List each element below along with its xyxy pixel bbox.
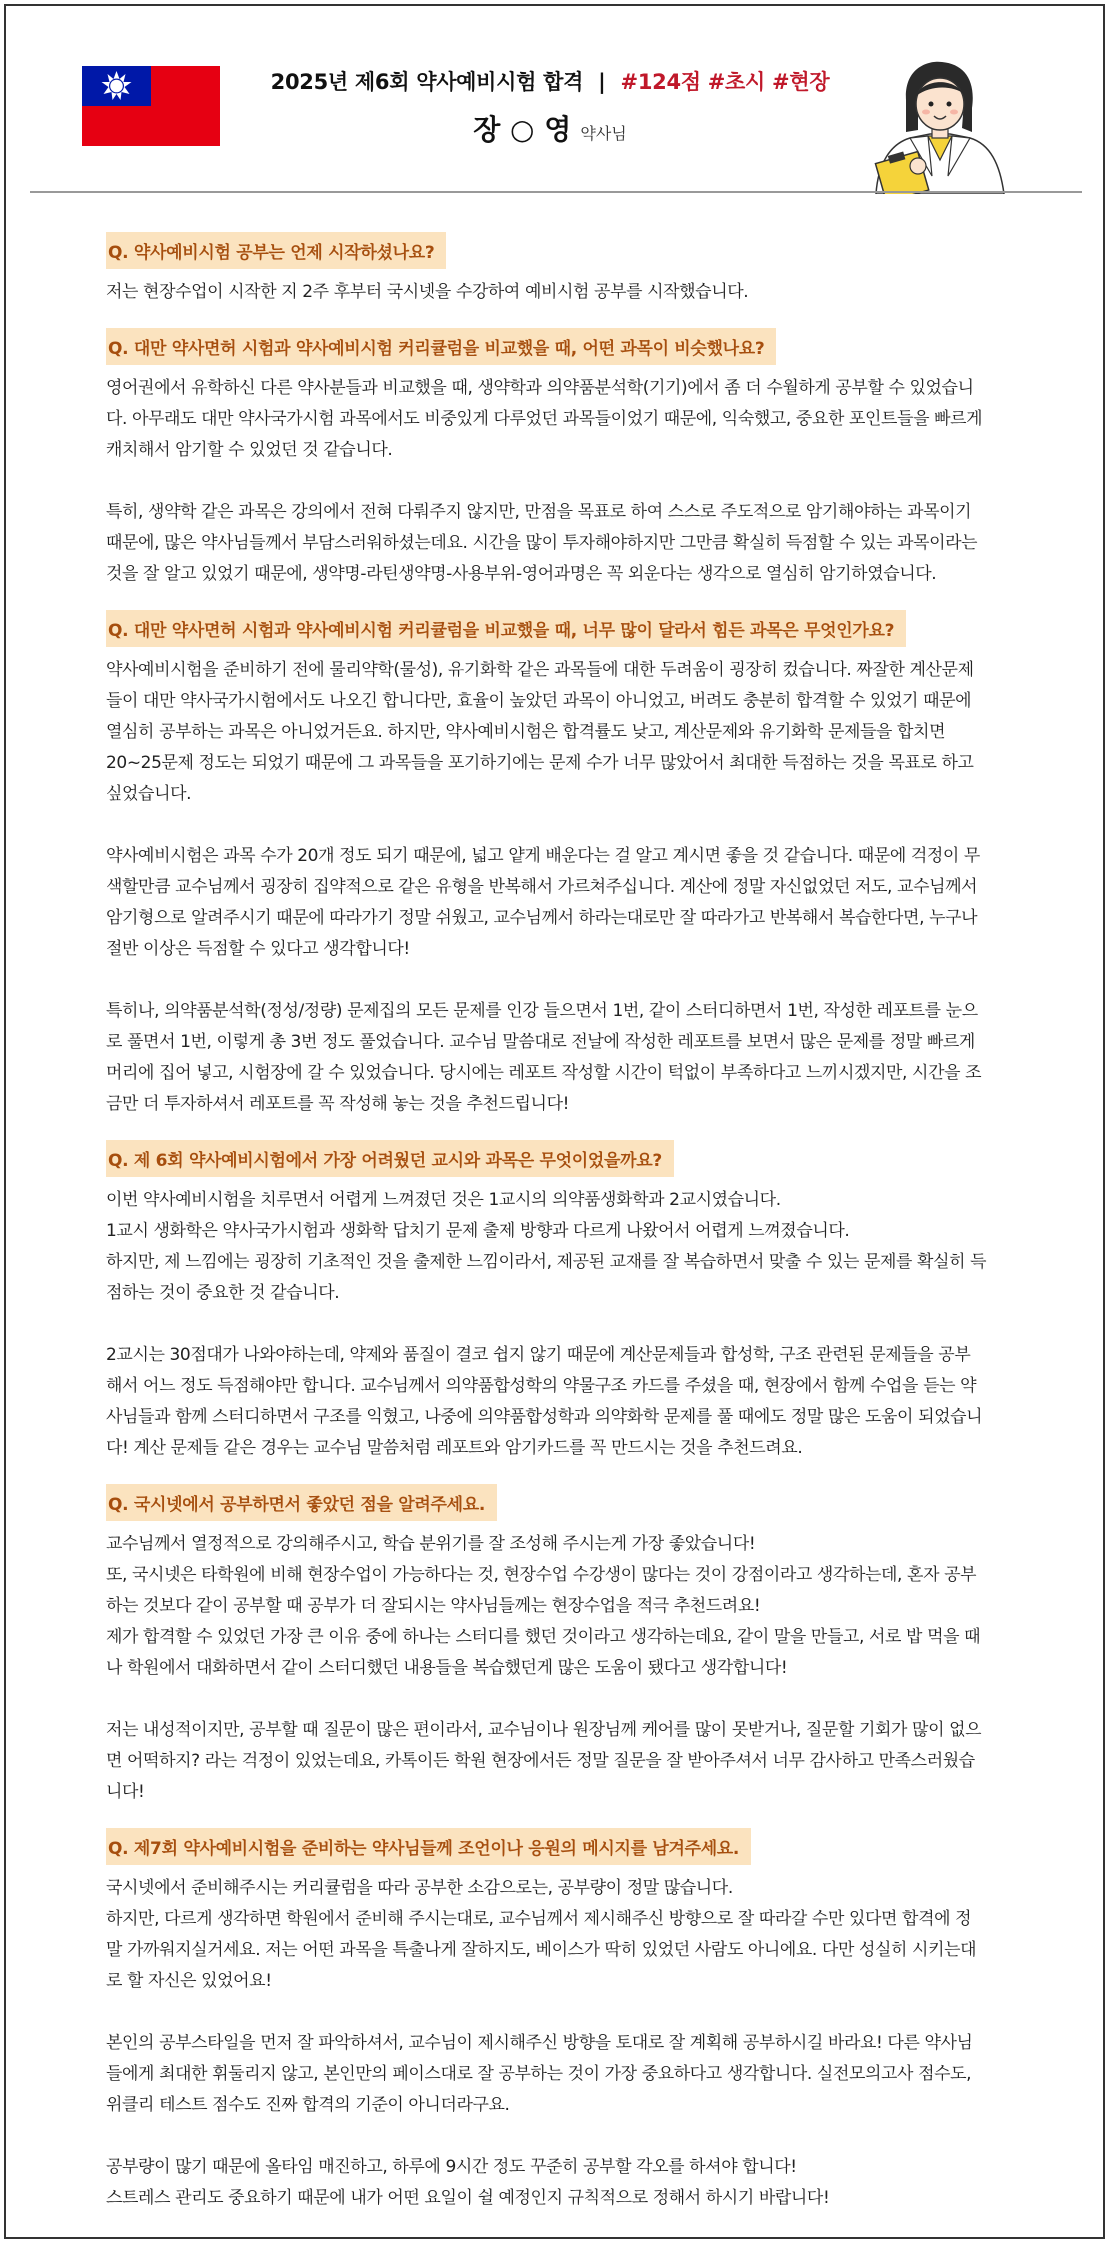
answer-line: 다! 계산 문제들 같은 경우는 교수님 말씀처럼 레포트와 암기카드를 꼭 만드시는 것을 추천드려요. bbox=[106, 1438, 803, 1458]
answer-paragraph bbox=[106, 841, 1006, 965]
pharmacist-character-icon bbox=[860, 58, 1020, 194]
qa-item bbox=[106, 328, 1006, 590]
question-heading: Q. 약사예비시험 공부는 언제 시작하셨나요? bbox=[106, 232, 446, 269]
answer-line: 들에게 최대한 휘둘리지 않고, 본인만의 페이스대로 잘 공부하는 것이 가장 중요하다고 생각합니다. 실전모의고사 점수도, bbox=[106, 2064, 972, 2084]
answer-line: 때문에, 많은 약사님들께서 부담스러워하셨는데요. 시간을 많이 투자해야하지만 그만큼 확실히 득점할 수 있는 과목이라는 bbox=[106, 533, 978, 553]
answer-paragraph bbox=[106, 1340, 1006, 1464]
answer-line: 싶었습니다. bbox=[106, 784, 192, 804]
answer-line: 하지만, 다르게 생각하면 학원에서 준비해 주시는대로, 교수님께서 제시해주신 방향으로 잘 따라갈 수만 있다면 합격에 정 bbox=[106, 1909, 972, 1929]
answer-line: 나 학원에서 대화하면서 같이 스터디했던 내용들을 복습했던게 많은 도움이 됐다고 생각합니다! bbox=[106, 1658, 788, 1678]
answer-line: 들이 대만 약사국가시험에서도 나오긴 합니다만, 효율이 높았던 과목이 아니었고, 버려도 충분히 합격할 수 있었기 때문에 bbox=[106, 691, 972, 711]
qa-item bbox=[106, 232, 1006, 308]
answer-line: 말 가까워지실거세요. 저는 어떤 과목을 특출나게 잘하지도, 베이스가 딱히 있었던 사람도 아니에요. 다만 성실히 시키는대 bbox=[106, 1940, 977, 1960]
taiwan-flag-icon bbox=[82, 66, 220, 146]
page-title bbox=[240, 66, 860, 96]
answer-line: 위클리 테스트 점수도 진짜 합격의 기준이 아니더라구요. bbox=[106, 2095, 510, 2115]
answer-paragraph bbox=[106, 277, 1006, 308]
answer-paragraph bbox=[106, 2152, 1006, 2214]
question-heading: Q. 대만 약사면허 시험과 약사예비시험 커리큘럼을 비교했을 때, 너무 많이 달라서 힘든 과목은 무엇인가요? bbox=[106, 610, 906, 647]
answer-line: 하는 것보다 같이 공부할 때 공부가 더 잘되시는 약사님들께는 현장수업을 적극 추천드려요! bbox=[106, 1596, 761, 1616]
answer-line: 금만 더 투자하셔서 레포트를 꼭 작성해 놓는 것을 추천드립니다! bbox=[106, 1094, 570, 1114]
answer-line: 약사예비시험은 과목 수가 20개 정도 되기 때문에, 넓고 얕게 배운다는 걸 알고 계시면 좋을 것 같습니다. 때문에 걱정이 무 bbox=[106, 846, 980, 866]
question-heading: Q. 대만 약사면허 시험과 약사예비시험 커리큘럼을 비교했을 때, 어떤 과목이 비슷했나요? bbox=[106, 328, 776, 365]
answer-line: 공부량이 많기 때문에 올타임 매진하고, 하루에 9시간 정도 꾸준히 공부할 각오를 하셔야 합니다! bbox=[106, 2157, 797, 2177]
answer-line: 해서 어느 정도 득점해야만 합니다. 교수님께서 의약품합성학의 약물구조 카드를 주셨을 때, 현장에서 함께 수업을 듣는 약 bbox=[106, 1376, 977, 1396]
answer-paragraph bbox=[106, 373, 1006, 466]
answer-line: 하지만, 제 느낌에는 굉장히 기초적인 것을 출제한 느낌이라서, 제공된 교재를 잘 복습하면서 맞출 수 있는 문제를 확실히 득 bbox=[106, 1252, 987, 1272]
answer-line: 교수님께서 열정적으로 강의해주시고, 학습 분위기를 잘 조성해 주시는게 가장 좋았습니다! bbox=[106, 1534, 756, 1554]
title-prefix: 2025년 제6회 약사예비시험 합격 bbox=[270, 70, 584, 94]
answer-line: 제가 합격할 수 있었던 가장 큰 이유 중에 하나는 스터디를 했던 것이라고 생각하는데요, 같이 말을 만들고, 서로 밥 먹을 때 bbox=[106, 1627, 981, 1647]
question-heading: Q. 국시넷에서 공부하면서 좋았던 점을 알려주세요. bbox=[106, 1484, 497, 1521]
qa-item bbox=[106, 610, 1006, 1120]
answer-line: 20~25문제 정도는 되었기 때문에 그 과목들을 포기하기에는 문제 수가 너무 많았어서 최대한 득점하는 것을 목표로 하고 bbox=[106, 753, 974, 773]
answer-paragraph bbox=[106, 655, 1006, 810]
answer-line: 점하는 것이 중요한 것 같습니다. bbox=[106, 1283, 340, 1303]
header bbox=[0, 0, 1109, 192]
answer-paragraph bbox=[106, 996, 1006, 1120]
name-suffix: 약사님 bbox=[580, 124, 627, 143]
answer-paragraph bbox=[106, 1529, 1006, 1684]
answer-line: 특히, 생약학 같은 과목은 강의에서 전혀 다뤄주지 않지만, 만점을 목표로 하여 스스로 주도적으로 암기해야하는 과목이기 bbox=[106, 502, 972, 522]
answer-line: 2교시는 30점대가 나와야하는데, 약제와 품질이 결코 쉽지 않기 때문에 계산문제들과 합성학, 구조 관련된 문제들을 공부 bbox=[106, 1345, 971, 1365]
answer-line: 사님들과 함께 스터디하면서 구조를 익혔고, 나중에 의약품합성학과 의약화학 문제를 풀 때에도 정말 많은 도움이 되었습니 bbox=[106, 1407, 983, 1427]
answer-line: 캐치해서 암기할 수 있었던 것 같습니다. bbox=[106, 440, 393, 460]
answer-line: 스트레스 관리도 중요하기 때문에 내가 어떤 요일이 쉴 예정인지 규칙적으로 정해서 하시기 바랍니다! bbox=[106, 2188, 830, 2208]
answer-paragraph bbox=[106, 1185, 1006, 1309]
qa-item bbox=[106, 1484, 1006, 1808]
answer-paragraph bbox=[106, 2028, 1006, 2121]
answer-line: 저는 내성적이지만, 공부할 때 질문이 많은 편이라서, 교수님이나 원장님께 케어를 많이 못받거나, 질문할 기회가 많이 없으 bbox=[106, 1720, 982, 1740]
answer-line: 약사예비시험을 준비하기 전에 물리약학(물성), 유기화학 같은 과목들에 대한 두려움이 굉장히 컸습니다. 짜잘한 계산문제 bbox=[106, 660, 974, 680]
answer-line: 1교시 생화학은 약사국가시험과 생화학 답치기 문제 출제 방향과 다르게 나왔어서 어렵게 느껴졌습니다. bbox=[106, 1221, 850, 1241]
answer-line: 암기형으로 알려주시기 때문에 따라가기 정말 쉬웠고, 교수님께서 하라는대로만 잘 따라가고 반복해서 복습한다면, 누구나 bbox=[106, 908, 978, 928]
answer-line: 색할만큼 교수님께서 굉장히 집약적으로 같은 유형을 반복해서 가르쳐주십니다. 계산에 정말 자신없었던 저도, 교수님께서 bbox=[106, 877, 978, 897]
name-line bbox=[240, 108, 860, 148]
answer-line: 특히나, 의약품분석학(정성/정량) 문제집의 모든 문제를 인강 들으면서 1번, 같이 스터디하면서 1번, 작성한 레포트를 눈으 bbox=[106, 1001, 978, 1021]
answer-line: 절반 이상은 득점할 수 있다고 생각합니다! bbox=[106, 939, 410, 959]
answer-line: 것을 잘 알고 있었기 때문에, 생약명-라틴생약명-사용부위-영어과명은 꼭 외운다는 생각으로 열심히 암기하였습니다. bbox=[106, 564, 937, 584]
answer-line: 이번 약사예비시험을 치루면서 어렵게 느껴졌던 것은 1교시의 의약품생화학과 2교시였습니다. bbox=[106, 1190, 781, 1210]
answer-line: 저는 현장수업이 시작한 지 2주 후부터 국시넷을 수강하여 예비시험 공부를 시작했습니다. bbox=[106, 282, 749, 302]
qa-item bbox=[106, 1828, 1006, 2214]
answer-line: 국시넷에서 준비해주시는 커리큘럼을 따라 공부한 소감으로는, 공부량이 정말 많습니다. bbox=[106, 1878, 733, 1898]
question-heading: Q. 제 6회 약사예비시험에서 가장 어려웠던 교시와 과목은 무엇이었을까요? bbox=[106, 1140, 674, 1177]
answer-line: 영어권에서 유학하신 다른 약사분들과 비교했을 때, 생약학과 의약품분석학(기기)에서 좀 더 수월하게 공부할 수 있었습니 bbox=[106, 378, 974, 398]
qa-content bbox=[106, 232, 1006, 2234]
answer-line: 로 할 자신은 있었어요! bbox=[106, 1971, 272, 1991]
header-divider bbox=[30, 191, 1082, 193]
answer-line: 열심히 공부하는 과목은 아니었거든요. 하지만, 약사예비시험은 합격률도 낮고, 계산문제와 유기화학 문제들을 합치면 bbox=[106, 722, 946, 742]
pharmacist-name: 장 ○ 영 bbox=[473, 113, 572, 146]
answer-line: 본인의 공부스타일을 먼저 잘 파악하셔서, 교수님이 제시해주신 방향을 토대로 잘 계획해 공부하시길 바라요! 다른 약사님 bbox=[106, 2033, 973, 2053]
answer-line: 머리에 집어 넣고, 시험장에 갈 수 있었습니다. 당시에는 레포트 작성할 시간이 턱없이 부족하다고 느끼시겠지만, 시간을 조 bbox=[106, 1063, 982, 1083]
answer-line: 다. 아무래도 대만 약사국가시험 과목에서도 비중있게 다루었던 과목들이었기 때문에, 익숙했고, 중요한 포인트들을 빠르게 bbox=[106, 409, 983, 429]
answer-paragraph bbox=[106, 1715, 1006, 1808]
answer-line: 니다! bbox=[106, 1782, 145, 1802]
qa-item bbox=[106, 1140, 1006, 1464]
answer-line: 면 어떡하지? 라는 걱정이 있었는데요, 카톡이든 학원 현장에서든 정말 질문을 잘 받아주셔서 너무 감사하고 만족스러웠습 bbox=[106, 1751, 975, 1771]
title-highlight: #124점 #초시 #현장 bbox=[620, 70, 830, 94]
question-heading: Q. 제7회 약사예비시험을 준비하는 약사님들께 조언이나 응원의 메시지를 남겨주세요. bbox=[106, 1828, 751, 1865]
title-separator: | bbox=[598, 70, 606, 94]
answer-line: 로 풀면서 1번, 이렇게 총 3번 정도 풀었습니다. 교수님 말씀대로 전날에 작성한 레포트를 보면서 많은 문제를 정말 빠르게 bbox=[106, 1032, 975, 1052]
answer-paragraph bbox=[106, 497, 1006, 590]
answer-paragraph bbox=[106, 1873, 1006, 1997]
answer-line: 또, 국시넷은 타학원에 비해 현장수업이 가능하다는 것, 현장수업 수강생이 많다는 것이 강점이라고 생각하는데, 혼자 공부 bbox=[106, 1565, 977, 1585]
